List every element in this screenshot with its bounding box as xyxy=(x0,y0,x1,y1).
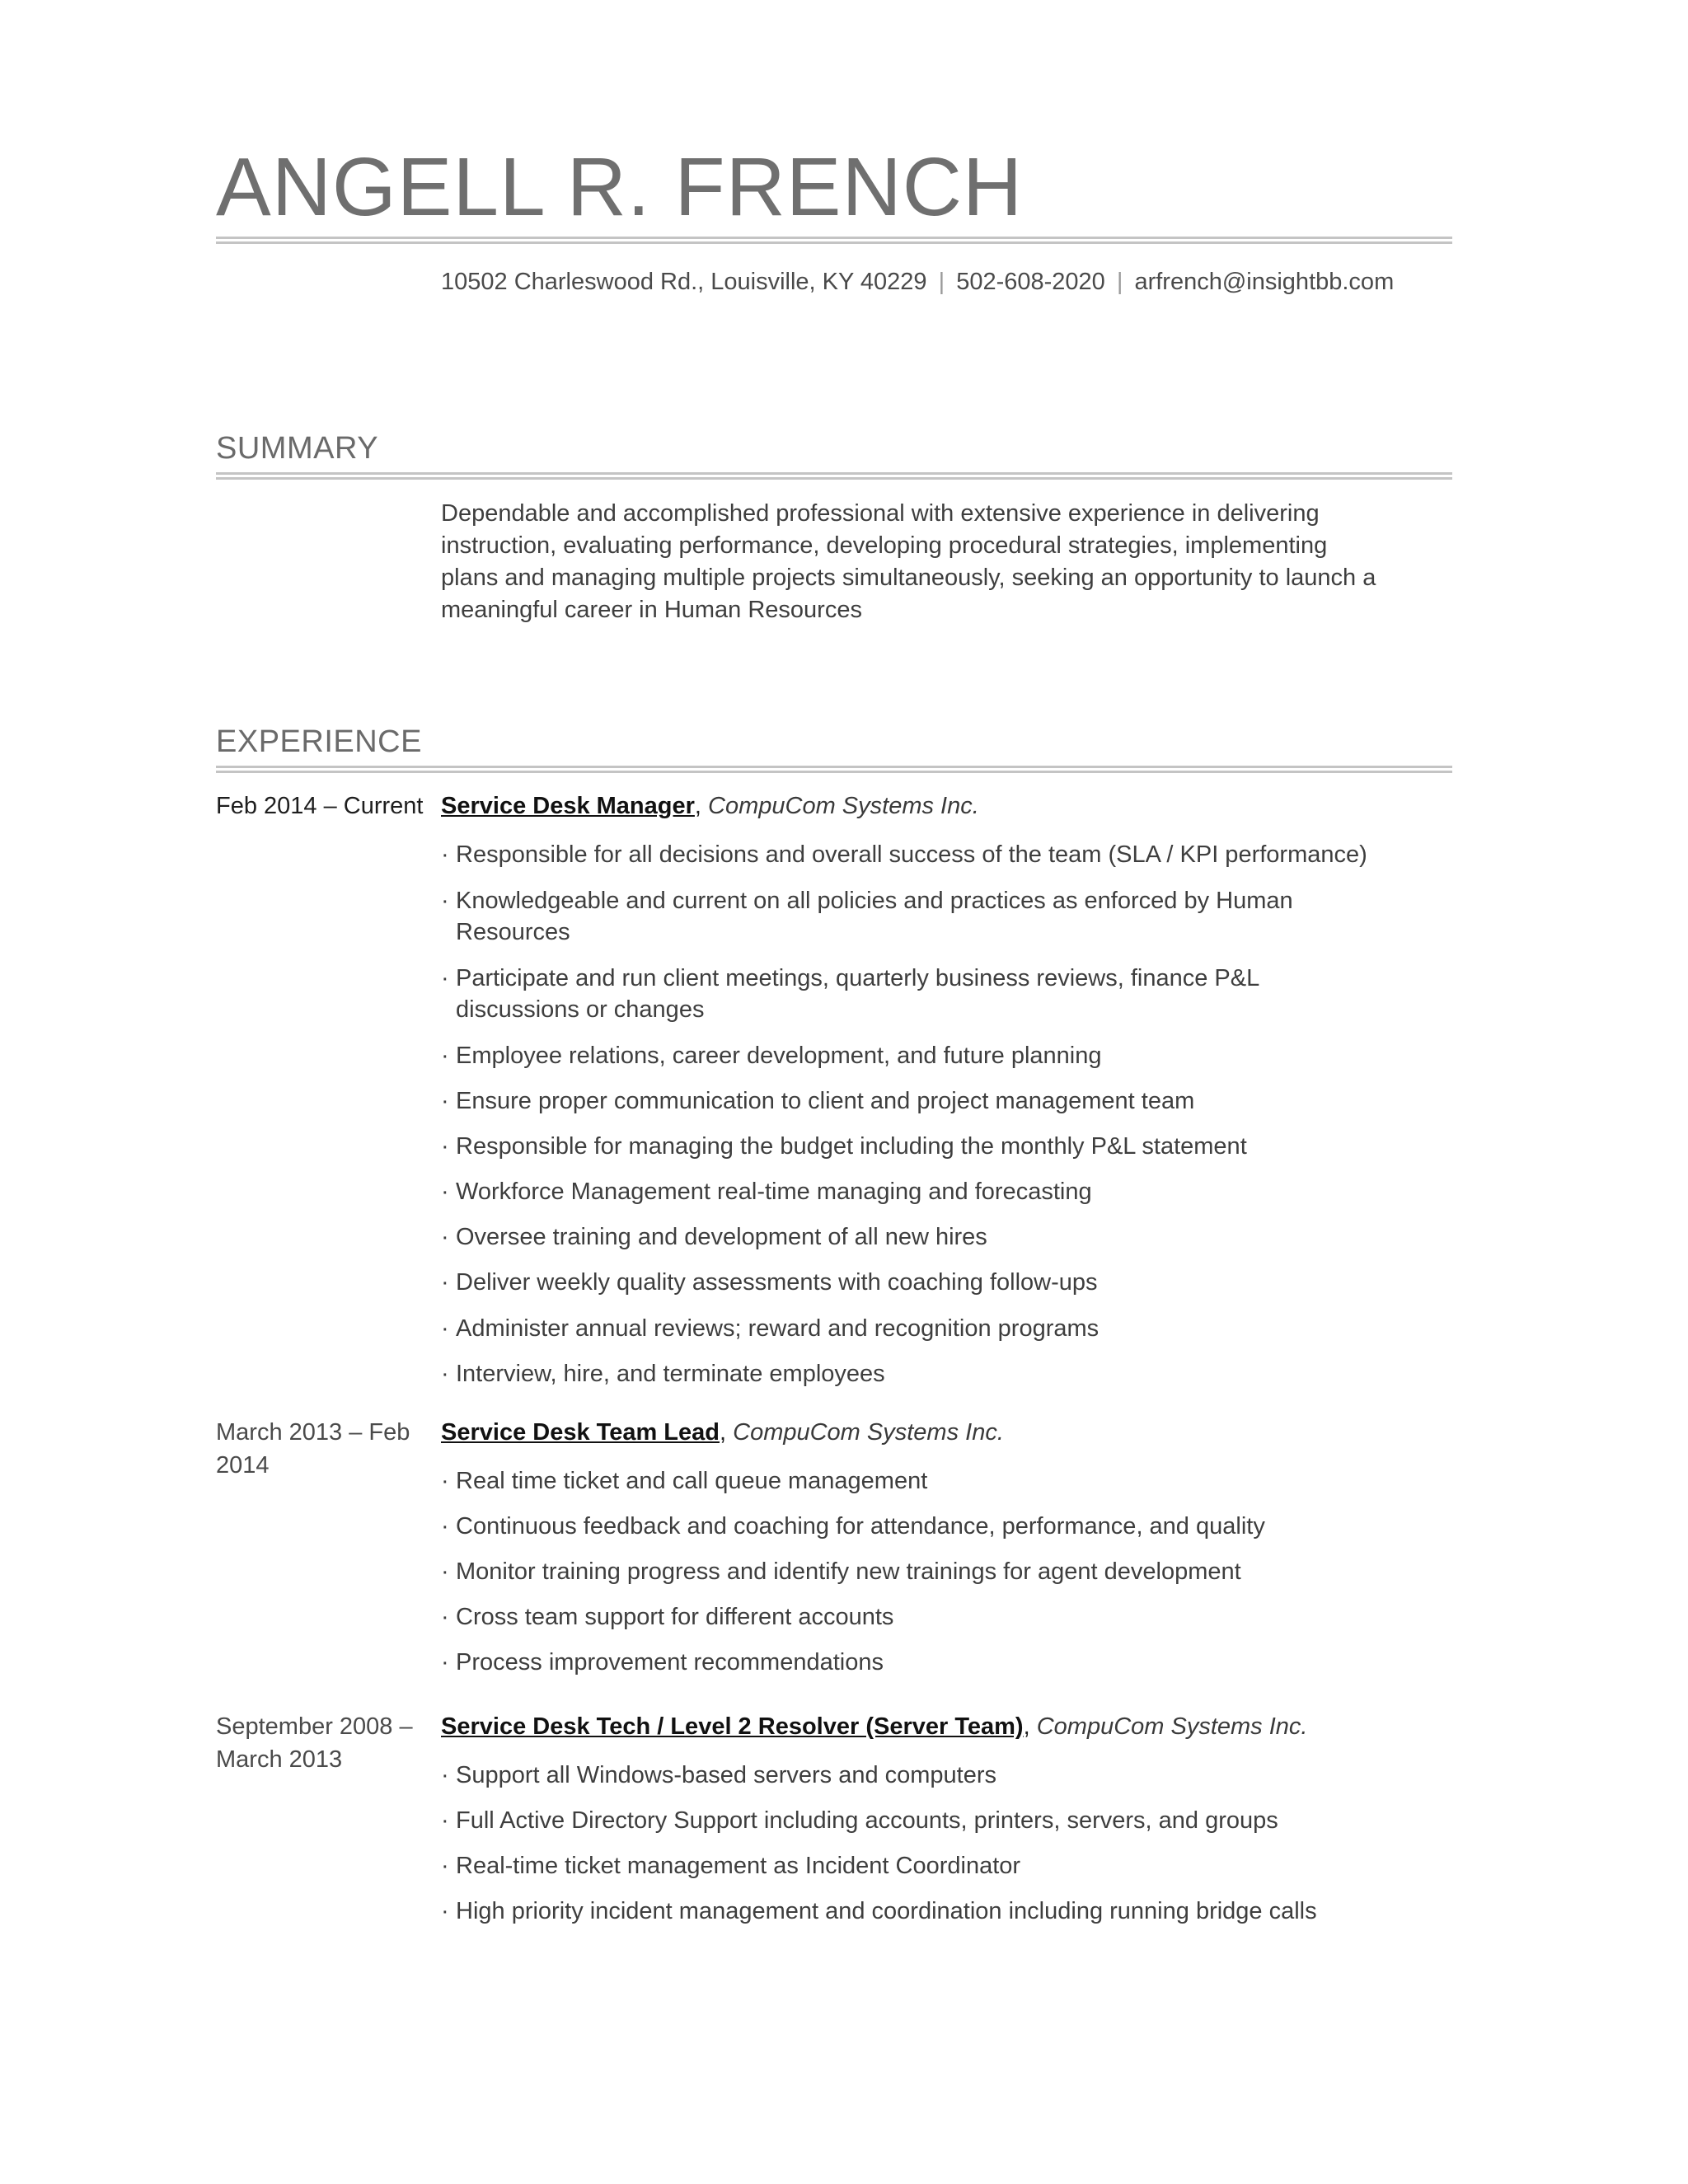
job-heading: Service Desk Team Lead, CompuCom Systems Inc. xyxy=(441,1419,1004,1446)
job-bullet: · Workforce Management real-time managing and forecasting xyxy=(441,1176,1381,1207)
job-bullet: · Ensure proper communication to client and project management team xyxy=(441,1085,1381,1117)
job-bullet: · Real time ticket and call queue management xyxy=(441,1465,1381,1497)
job-bullets xyxy=(441,839,1381,1390)
contact-separator: | xyxy=(938,269,945,295)
job-bullets xyxy=(441,1760,1381,1927)
job-bullet: · Full Active Directory Support including accounts, printers, servers, and groups xyxy=(441,1805,1381,1836)
job-company: CompuCom Systems Inc. xyxy=(708,793,979,819)
job-title: Service Desk Manager xyxy=(441,793,695,819)
summary-heading: SUMMARY xyxy=(216,431,379,466)
contact-phone: 502-608-2020 xyxy=(956,269,1105,295)
job-bullet: · Responsible for all decisions and overall success of the team (SLA / KPI performance) xyxy=(441,839,1381,870)
job-bullet: · Interview, hire, and terminate employees xyxy=(441,1358,1381,1390)
job-bullet: · Monitor training progress and identify new trainings for agent development xyxy=(441,1556,1381,1587)
job-heading: Service Desk Tech / Level 2 Resolver (Server Team), CompuCom Systems Inc. xyxy=(441,1713,1308,1740)
job-dates: Feb 2014 – Current xyxy=(216,793,424,819)
job-bullet: · Deliver weekly quality assessments with coaching follow-ups xyxy=(441,1267,1381,1298)
job-bullet: · High priority incident management and coordination including running bridge calls xyxy=(441,1896,1381,1927)
job-bullet: · Cross team support for different accounts xyxy=(441,1601,1381,1633)
job-bullet: · Administer annual reviews; reward and recognition programs xyxy=(441,1313,1381,1344)
summary-text: Dependable and accomplished professional with extensive experience in delivering instruction, evaluating performance, developing procedural strategies, implementing plans and managing multiple projects simultaneously, seeking an opportunity to launch a meaningful career in Human Resources xyxy=(441,500,1376,623)
experience-heading: EXPERIENCE xyxy=(216,724,422,759)
name-divider xyxy=(216,237,1452,244)
job-heading: Service Desk Manager, CompuCom Systems Inc. xyxy=(441,793,979,819)
job-bullet: · Knowledgeable and current on all policies and practices as enforced by Human Resources xyxy=(441,885,1381,948)
summary-divider xyxy=(216,472,1452,480)
job-title: Service Desk Team Lead xyxy=(441,1419,720,1446)
job-bullet: · Process improvement recommendations xyxy=(441,1647,1381,1678)
candidate-name: ANGELL R. FRENCH xyxy=(216,141,1024,233)
job-dates: March 2013 – Feb 2014 xyxy=(216,1419,410,1479)
job-bullet: · Support all Windows-based servers and computers xyxy=(441,1760,1381,1791)
experience-divider xyxy=(216,766,1452,773)
job-dates: September 2008 – March 2013 xyxy=(216,1713,413,1773)
contact-separator: | xyxy=(1116,269,1123,295)
job-bullet: · Participate and run client meetings, quarterly business reviews, finance P&L discussions or changes xyxy=(441,963,1381,1025)
contact-line xyxy=(441,265,1394,298)
job-bullet: · Responsible for managing the budget including the monthly P&L statement xyxy=(441,1131,1381,1162)
job-bullet: · Continuous feedback and coaching for attendance, performance, and quality xyxy=(441,1511,1381,1542)
job-bullet: · Oversee training and development of all new hires xyxy=(441,1221,1381,1253)
job-company: CompuCom Systems Inc. xyxy=(1036,1713,1308,1740)
contact-email[interactable]: arfrench@insightbb.com xyxy=(1134,269,1395,295)
job-bullet: · Real-time ticket management as Incident Coordinator xyxy=(441,1850,1381,1882)
job-title: Service Desk Tech / Level 2 Resolver (Server Team) xyxy=(441,1713,1024,1740)
job-company: CompuCom Systems Inc. xyxy=(733,1419,1004,1446)
contact-address: 10502 Charleswood Rd., Louisville, KY 40229 xyxy=(441,269,927,295)
job-bullets xyxy=(441,1465,1381,1678)
job-bullet: · Employee relations, career development, and future planning xyxy=(441,1040,1381,1071)
